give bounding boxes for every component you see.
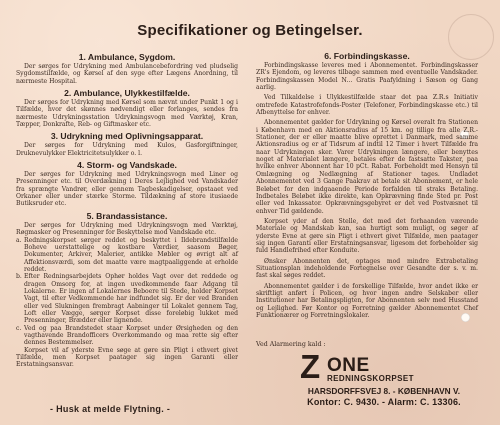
section-text: Der sørges for Udrykning med Kulos, Gasforgiftninger, Druknevulykker Elektricitetsulykker o. l. (16, 142, 238, 157)
right-column (256, 51, 478, 319)
section-text: Der sørges for Udrykning med Kørsel som nævnt under Punkt 1 og i Tilfælde, hvor det skønnes nødvendigt eller forlanges, sendes fra nærmeste Udrykningsstation Udrykningsvogn med Værktøj, Kran, Tæpper, Donkrafte, Reb- og Giftmasker etc. (16, 99, 238, 129)
logo-letter: Z (300, 348, 321, 385)
section-heading: 4. Storm- og Vandskade. (77, 160, 177, 171)
phone-line: Kontor: C. 9430. - Alarm: C. 13306. (307, 397, 461, 407)
paragraph: Abonnementet gælder i de forskellige Tilfælde, hvor andet ikke er skriftligt anført i Policen, og hvor ingen andre Selskaber eller Institutioner har Betalingspligten, for Abonnenten selv med Husstand og Lejlighed. Før Kontor og Forretning gælder Abonnementet Chef Funktionærer og Forretningslokaler. (256, 282, 478, 319)
logo-word: ONE (327, 355, 370, 376)
list-marker: a. (16, 236, 22, 244)
list-marker: b. (16, 273, 22, 281)
list-item-text: Redningskorpset sørger reddet og beskyttet i Ildebrandstilfælde Boheve uerstattelige og kostbare Værdier, saasom Bøger, Dokumenter, Arkiver, Malerier, antikke Møbler og øvrigt alt af Affektionsværdi, som det maatte være magtpaaliggende at erholde reddet. (24, 236, 238, 273)
paragraph: Ved Tilkaldelse i Ulykkestilfælde staar det paa Z.R.s Initiativ omtrefede Katastrofefonds-Poster (Telefoner, Forbindingskasse etc.) til Afbenyttelse for enhver. (256, 94, 478, 117)
section-heading: 5. Brandassistance. (86, 210, 168, 221)
list-item (16, 237, 238, 274)
logo-subtitle: REDNINGSKORPSET (327, 374, 414, 383)
section-text: Der sørges for Udrykning med Ambulancebefordring ved pludselig Sygdomstilfælde, og Kørsel af den syge efter Lægens Anordning, til nærmeste Hospital. (16, 63, 238, 85)
list-item-text: Efter Redningsarbejdets Ophør holdes Vagt over det reddede og dragen Omsorg for, at ingen uvedkommende faar Adgang til Lokalerne. Er ingen af Lokalernes Beboere til Stede, holder Korpset Vagt, til efter Vedkommende har indfundet sig. Er der ved Branden eller ved Slukningen frembragt Aabninger til Lokalet gennem Tag, Loft eller Vægge, sørger Korpset disse foreløbig lukket med Presenninger, Brædder eller lignende. (24, 273, 238, 325)
section-heading: 3. Udrykning med Oplivningsapparat. (50, 131, 204, 142)
page-title: Specifikationer og Betingelser. (137, 22, 363, 39)
section-text: Der sørges for Udrykning med Udrykningsvogn med Værktøj, Røgmasker og Presenninger for Beskyttelse mod Vandskade etc. (16, 221, 238, 237)
list-item-text: Ved og paa Brandstedet staar Korpset under Ørsigheden og den vagthavende Brandofficers Overkommando og maa rette sig efter dennes Bestemmelser. (24, 324, 238, 347)
list-item (16, 273, 238, 324)
section-text: Forbindingskasse leveres med i Abonnementet. Forbindingskasser ZR's Ejendom, og leveres tilbage sammen med eventuelle Vandskader. Forbindingskassen Model N... Gratis Paafyldning i Sæson og Gang aarlig. (256, 62, 478, 92)
list-marker: c. (16, 324, 22, 332)
moving-reminder: - Husk at melde Flytning. - (50, 404, 171, 414)
section-heading: 2. Ambulance, Ulykkestilfælde. (64, 88, 190, 99)
paragraph: Abonnementet gælder for Udrykning og Kørsel overalt fra Stationen i København med en Aktionsradius af 15 km. og tillige fra alle Z.R.-Stationer, der er eller maatte blive oprettet i Danmark, med samme Aktionsradius og er af Tidsrum af indtil 12 Timer i hvert Tilfælde fra naar Udrykningen sker. Varer Udrykningen længere, eller benyttes noget af Materialet længere, betales efter de fastsatte Takster, paa hvilke enhver Abonnent har 10 pCt. Rabat. Forbeholdt med Hensyn til Omlægning og Nedlægning af Stationer tages. Undladet Abonnementet ved 3 Gange Paakrav at betale sit Abonnement, er hele Beløbet for den indgaaende Periode forfalden til straks Betaling. Indbetales Beløbet ikke direkte, kan Opkrævning finde Sted pr. Post eller ved Inkassator. Opkrævningsgebyret er det ved Postvæsnet til enhver Tid gældende. (256, 119, 478, 215)
section-text: Korpset vil af yderste Evne søge at gøre sin Pligt i ethvert givet Tilfælde, men Korpset paatager sig ingen Garanti eller Erstatningsansvar. (16, 346, 238, 369)
left-column (16, 52, 238, 369)
section-text: Der sørges for Udrykning med Udrykningsvogn med Liner og Presenninger etc. til Overdækning i Deres Lejlighed ved Vandskader fra sprængte Vandrør, eller gennem Tagbeskadigelser, opstaaet ved Orkaner eller under stærke Storme. Tildækning af store itusiaede Butiksruder etc. (16, 171, 238, 208)
list-item (16, 325, 238, 347)
section-heading: 1. Ambulance, Sygdom. (78, 52, 176, 62)
zone-logo (300, 350, 470, 386)
address-line: HARSDORFFSVEJ 8. - KØBENHAVN V. (307, 386, 461, 396)
contact-address (276, 386, 492, 408)
paragraph: Korpset yder af den Stelle, det med det forhaanden værende Materiale og Mandskab kan, saa hurtigt som muligt, og søger af yderste Evne at gøre sin Pligt i ethvert givet Tilfælde, men paatager sig ingen Garanti eller Erstatningsansvar, ligesom det forbeholder sig fuld Handlefrihed efter Konduite. (256, 217, 478, 255)
section-heading: 6. Forbindingskasse. (324, 51, 410, 61)
alarm-call-label: Ved Alarmering kald : (256, 341, 326, 348)
paragraph: Ønsker Abonnenten det, optages mod mindre Extrabetaling Situationsplan indeholdende Fortegnelse over Gesandte der s. v. m. fast skal søges reddet. (256, 257, 478, 280)
